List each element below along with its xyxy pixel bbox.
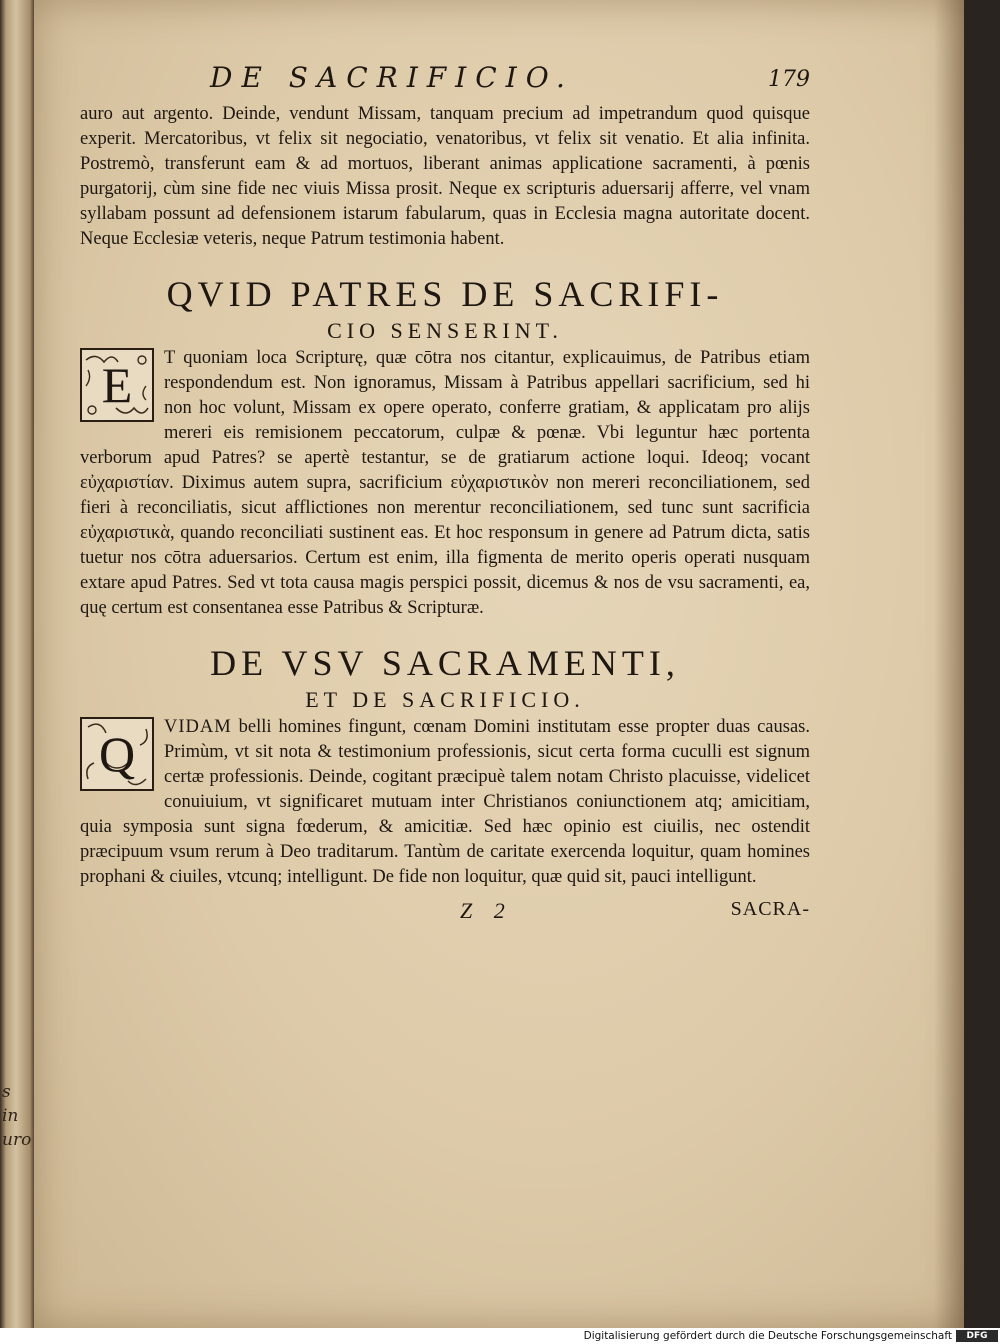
page-footer xyxy=(80,898,810,928)
digitization-credit: Digitalisierung gefördert durch die Deutsche Forschungsgemeinschaft xyxy=(583,1330,952,1342)
section-heading-de-vsu xyxy=(80,641,810,715)
section-heading-quid-patres xyxy=(80,272,810,346)
section-heading-line2: ET DE SACRIFICIO. xyxy=(305,687,585,712)
dfg-logo: DFG xyxy=(956,1330,998,1342)
book-page xyxy=(34,0,964,1328)
credit-bar xyxy=(0,1328,1000,1344)
section-body-text: belli homines fingunt, cœnam Domini institutam esse propter duas causas. Primùm, vt sit nota & testimonium professionis, sicut certa forma cuculli est signum certæ professionis. Deinde, cogitant præcipuè talem notam Christo placuisse, videlicet conuiuium, vt significaret mutuam inter Christianos coniunctionem atq; amicitiam, quia symposia sunt signa fœderum, & amicitiæ. Sed hæc opinio est ciuilis, nec ostendit præcipuum vsum rerum à Deo traditarum. Tantùm de caritate exercenda loquitur, quam homines prophani & ciuiles, vtcunq; intelligunt. De fide non loquitur, quæ quid sit, pauci intelligunt. xyxy=(80,717,810,887)
section-paragraph-de-vsu xyxy=(80,715,810,890)
facing-page-fragments: s in uro xyxy=(2,1082,32,1150)
initial-letter: E xyxy=(101,357,133,413)
small-caps-opening: VIDAM xyxy=(164,717,232,737)
page-edge-shadow xyxy=(934,0,964,1328)
intro-paragraph: auro aut argento. Deinde, vendunt Missam, tanquam precium ad impetrandum quod quisque experit. Mercatoribus, vt felix sit negociatio, venatoribus, vt felix sit venatio. Et alia infinita. Postremò, transferunt eam & ad mortuos, liberant animas applicatione sacramenti, à pœnis purgatorij, cùm sine fide nec viuis Missa prosit. Neque ex scripturis aduersarij afferre, vel vnam syllabam possunt ad defensionem istarum fabularum, quas in Ecclesia magna autoritate docent. Neque Ecclesiæ veteris, neque Patrum testimonia habent. xyxy=(80,104,810,249)
decorated-initial xyxy=(80,717,154,791)
page-content xyxy=(80,58,810,928)
section-paragraph-quid-patres xyxy=(80,346,810,621)
section-heading-line2: CIO SENSERINT. xyxy=(327,318,563,343)
facing-page-edge xyxy=(0,0,34,1330)
section-heading-line1: QVID PATRES DE SACRIFI- xyxy=(166,274,724,314)
running-title: DE SACRIFICIO. xyxy=(210,61,574,94)
decorated-initial xyxy=(80,348,154,422)
section-body-text: T quoniam loca Scripturę, quæ cōtra nos citantur, explicauimus, de Patribus etiam respondendum est. Non ignoramus, Missam à Patribus appellari sacrificium, sed hi non hoc volunt, Missam ex opere operato, conferre gratiam, & applicatam pro alijs mereri eis remisionem peccatorum, culpæ & pœnæ. Vbi leguntur hæc portenta verborum apud Patres? se apertè testantur, se de gratiarum actione loqui. Ideoq; vocant εὐχαριστίαν. Diximus autem supra, sacrificium εὐχαριστικὸν non mereri reconciliationem, sed fieri à reconciliatis, sicut afflictiones non merentur reconciliationem, sed tunc sunt sacrificia εὐχαριστικὰ, quando reconciliati sustinent eas. Et hoc responsum in genere ad Patrum dicta, satis tuetur nos cōtra aduersarios. Certum est enim, illa figmenta de merito operis operati nusquam extare apud Patres. Sed vt tota causa magis perspici possit, dicemus & nos de vsu sacramenti, ea, quę certum est consentanea esse Patribus & Scripturæ. xyxy=(80,348,810,618)
page-number: 179 xyxy=(768,67,810,92)
initial-letter: Q xyxy=(98,726,136,782)
running-head xyxy=(80,58,810,102)
signature-mark: Z 2 xyxy=(460,898,513,923)
section-heading-line1: DE VSV SACRAMENTI, xyxy=(210,643,680,683)
catchword: SACRA- xyxy=(730,898,810,920)
